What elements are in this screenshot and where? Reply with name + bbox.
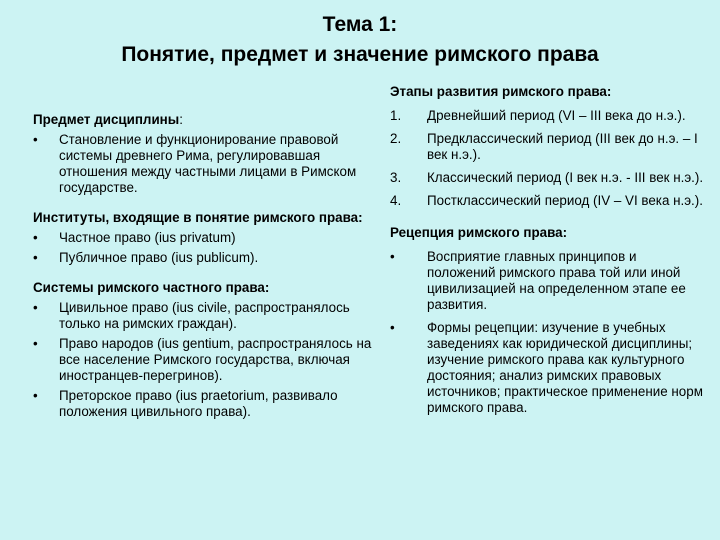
stages-heading: Этапы развития римского права:	[390, 84, 612, 99]
list-item-text: Классический период (I век н.э. - III век н.э.).	[427, 170, 704, 185]
list-item-text: Восприятие главных принципов и положений римского права той или иной цивилизацией на определенном этапе ее развития.	[427, 249, 686, 312]
list-item	[33, 336, 383, 384]
reception-heading: Рецепция римского права:	[390, 225, 568, 240]
slide-title	[0, 10, 720, 70]
title-line-1: Тема 1:	[322, 13, 398, 36]
stages-section	[390, 84, 705, 209]
list-item	[390, 320, 705, 416]
subject-list	[33, 132, 383, 196]
subject-heading-text: Предмет дисциплины	[33, 112, 180, 127]
stages-list	[390, 108, 705, 209]
right-column	[390, 84, 705, 432]
systems-list	[33, 300, 383, 420]
reception-section	[390, 225, 705, 416]
institutes-heading: Институты, входящие в понятие римского права:	[33, 210, 363, 225]
list-item-text: Публичное право (ius publicum).	[59, 250, 259, 265]
list-item	[33, 388, 383, 420]
list-item-text: Цивильное право (ius civile, распространялось только на римских граждан).	[59, 300, 350, 331]
list-item	[33, 300, 383, 332]
bullet-icon: •	[33, 250, 38, 265]
list-item	[390, 170, 705, 186]
subject-section	[33, 112, 383, 196]
bullet-icon: •	[33, 336, 38, 351]
institutes-list	[33, 230, 383, 266]
list-number: 2.	[390, 131, 402, 146]
bullet-icon: •	[33, 388, 38, 403]
list-item-text: Древнейший период (VI – III века до н.э.).	[427, 108, 686, 123]
list-number: 1.	[390, 108, 402, 123]
list-item	[390, 249, 705, 313]
institutes-section	[33, 210, 383, 266]
list-item-text: Предклассический период (III век до н.э. – I век н.э.).	[427, 131, 698, 162]
list-number: 4.	[390, 193, 402, 208]
list-item	[390, 108, 705, 124]
bullet-icon: •	[33, 132, 38, 147]
reception-list	[390, 249, 705, 416]
list-item-text: Формы рецепции: изучение в учебных заведениях как юридической дисциплины; изучение римского права как культурного достояния; анализ римских правовых источников; практическое применение норм римского права.	[427, 320, 703, 415]
subject-heading	[33, 112, 383, 128]
list-item	[33, 132, 383, 196]
list-item-text: Преторское право (ius praetorium, развивало положения цивильного права).	[59, 388, 338, 419]
list-item	[390, 131, 705, 163]
bullet-icon: •	[33, 300, 38, 315]
title-line-2: Понятие, предмет и значение римского права	[121, 43, 599, 66]
list-item-text: Становление и функционирование правовой системы древнего Рима, регулировавшая отношения между частными лицами в Римском государстве.	[59, 132, 357, 195]
list-item-text: Постклассический период (IV – VI века н.э.).	[427, 193, 703, 208]
list-item	[33, 250, 383, 266]
list-item-text: Частное право (ius privatum)	[59, 230, 236, 245]
bullet-icon: •	[33, 230, 38, 245]
list-number: 3.	[390, 170, 402, 185]
left-column	[33, 112, 383, 434]
bullet-icon: •	[390, 249, 395, 264]
systems-heading: Системы римского частного права:	[33, 280, 270, 295]
bullet-icon: •	[390, 320, 395, 335]
subject-heading-colon: :	[179, 112, 183, 127]
list-item	[33, 230, 383, 246]
list-item-text: Право народов (ius gentium, распространялось на все население Римского государства, включая иностранцев-перегринов).	[59, 336, 372, 383]
systems-section	[33, 280, 383, 420]
list-item	[390, 193, 705, 209]
